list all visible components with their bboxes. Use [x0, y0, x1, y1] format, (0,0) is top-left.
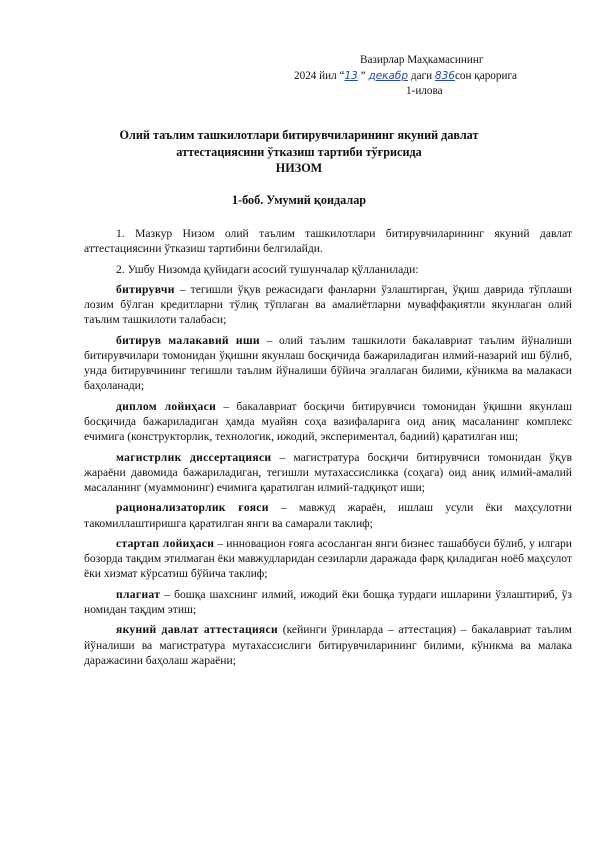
definition-final-attestation: якуний давлат аттестацияси (кейинги ўринларда – аттестация) – бакалавриат таълим йўналиши ва магистратура мутахассислиги битирувчиларининг билими, кўникма ва малака даражасини баҳолаш жараёни;	[84, 623, 572, 667]
definition-plagiarism: плагиат – бошқа шахснинг илмий, ижодий ёки бошқа турдаги ишларини ўзлаштириб, ўз номидан тақдим этиш;	[84, 587, 572, 616]
header-daghi: даги	[408, 69, 435, 82]
header-quote-close: ”	[357, 69, 369, 82]
handwritten-number: 836	[434, 69, 455, 82]
term-rationalization-idea: рационализаторлик ғояси	[116, 501, 269, 515]
handwritten-month: декабр	[368, 69, 409, 82]
term-startup-project: стартап лойиҳаси	[116, 536, 215, 550]
header-annex-label: 1-илова	[406, 85, 443, 97]
title-line-3: НИЗОМ	[275, 161, 323, 175]
handwritten-day: 13	[344, 69, 358, 82]
term-master-dissertation: магистрлик диссертацияси	[116, 450, 272, 464]
title-line-2: аттестациясини ўтказиш тартиби тўғрисида	[176, 144, 422, 159]
definition-graduate: битирувчи – тегишли ўқув режасидаги фанларни ўзлаштирган, ўқиш даврида тўплаши лозим бўлган кредитларни тўлиқ тўплаган ва амалиётларни муваффақиятли якунлаган олий таълим ташкилоти талабаси;	[84, 282, 572, 327]
term-graduate: битирувчи	[116, 282, 175, 296]
header-decree-line	[294, 69, 574, 85]
term-diploma-project: диплом лойиҳаси	[116, 399, 217, 413]
definition-rationalization-idea: рационализаторлик ғояси – мавжуд жараён, ишлаш усули ёки маҳсулотни такомиллаштиришга қаратилган янги ва самарали таклиф;	[84, 501, 572, 530]
header-decree-suffix: сон қарорига	[454, 69, 518, 82]
definition-diploma-project: диплом лойиҳаси – бакалавриат босқичи битирувчиси томонидан ўқишни якунлаш босқичида бажариладиган ҳамда муайян соҳа вазифаларига оид аниқ масаланинг комплекс ечимига (конструкторлик, технологик, ижодий, экспериментал, бадиий) қаратилган иш;	[84, 399, 572, 444]
definition-startup-project: стартап лойиҳаси – инновацион ғояга асосланган янги бизнес ташаббуси бўлиб, у илгари бозорда тақдим этилмаган ёки мавжудларидан сезиларли даражада фарқ қиладиган ноёб маҳсулот ёки хизмат кўрсатиш бўйича таклиф;	[84, 536, 573, 581]
term-graduation-work: битирув малакавий иши	[116, 333, 260, 347]
document-body	[84, 226, 572, 673]
header-ministry-line: Вазирлар Маҳкамасининг	[360, 54, 484, 66]
paragraph-2: 2. Ушбу Низомда қуйидаги асосий тушунчалар қўлланилади:	[116, 262, 419, 276]
chapter-heading: 1-боб. Умумий қоидалар	[231, 193, 367, 207]
document-title	[60, 127, 538, 177]
term-final-attestation: якуний давлат аттестацияси	[116, 623, 278, 637]
header-year-prefix: 2024 йил “	[294, 69, 345, 82]
paragraph-1: 1. Мазкур Низом олий таълим ташкилотлари битирувчиларининг якуний давлат аттестациясини ўтказиш тартибини белгилайди.	[84, 227, 572, 256]
term-plagiarism: плагиат	[116, 587, 161, 601]
approval-header	[294, 53, 574, 100]
title-line-1: Олий таълим ташкилотлари битирувчиларининг якуний давлат	[119, 128, 479, 142]
definition-master-dissertation: магистрлик диссертацияси – магистратура босқичи битирувчиси томонидан ўқув жараёни давомида бажариладиган, тегишли мутахассисликка (соҳага) оид аниқ илмий-амалий масаланинг (муаммонинг) ечимига қаратилган илмий-тадқиқот иши;	[84, 450, 572, 494]
definition-graduation-work: битирув малакавий иши – олий таълим ташкилоти бакалавриат таълим йўналиши битирувчилари томонидан ўқишни якунлаш босқичида бажариладиган илмий-назарий иш бўлиб, унда битирувчининг тегишли таълим йўналиши бўйича эгаллаган билими, кўникма ва малакаси баҳоланади;	[84, 333, 572, 393]
